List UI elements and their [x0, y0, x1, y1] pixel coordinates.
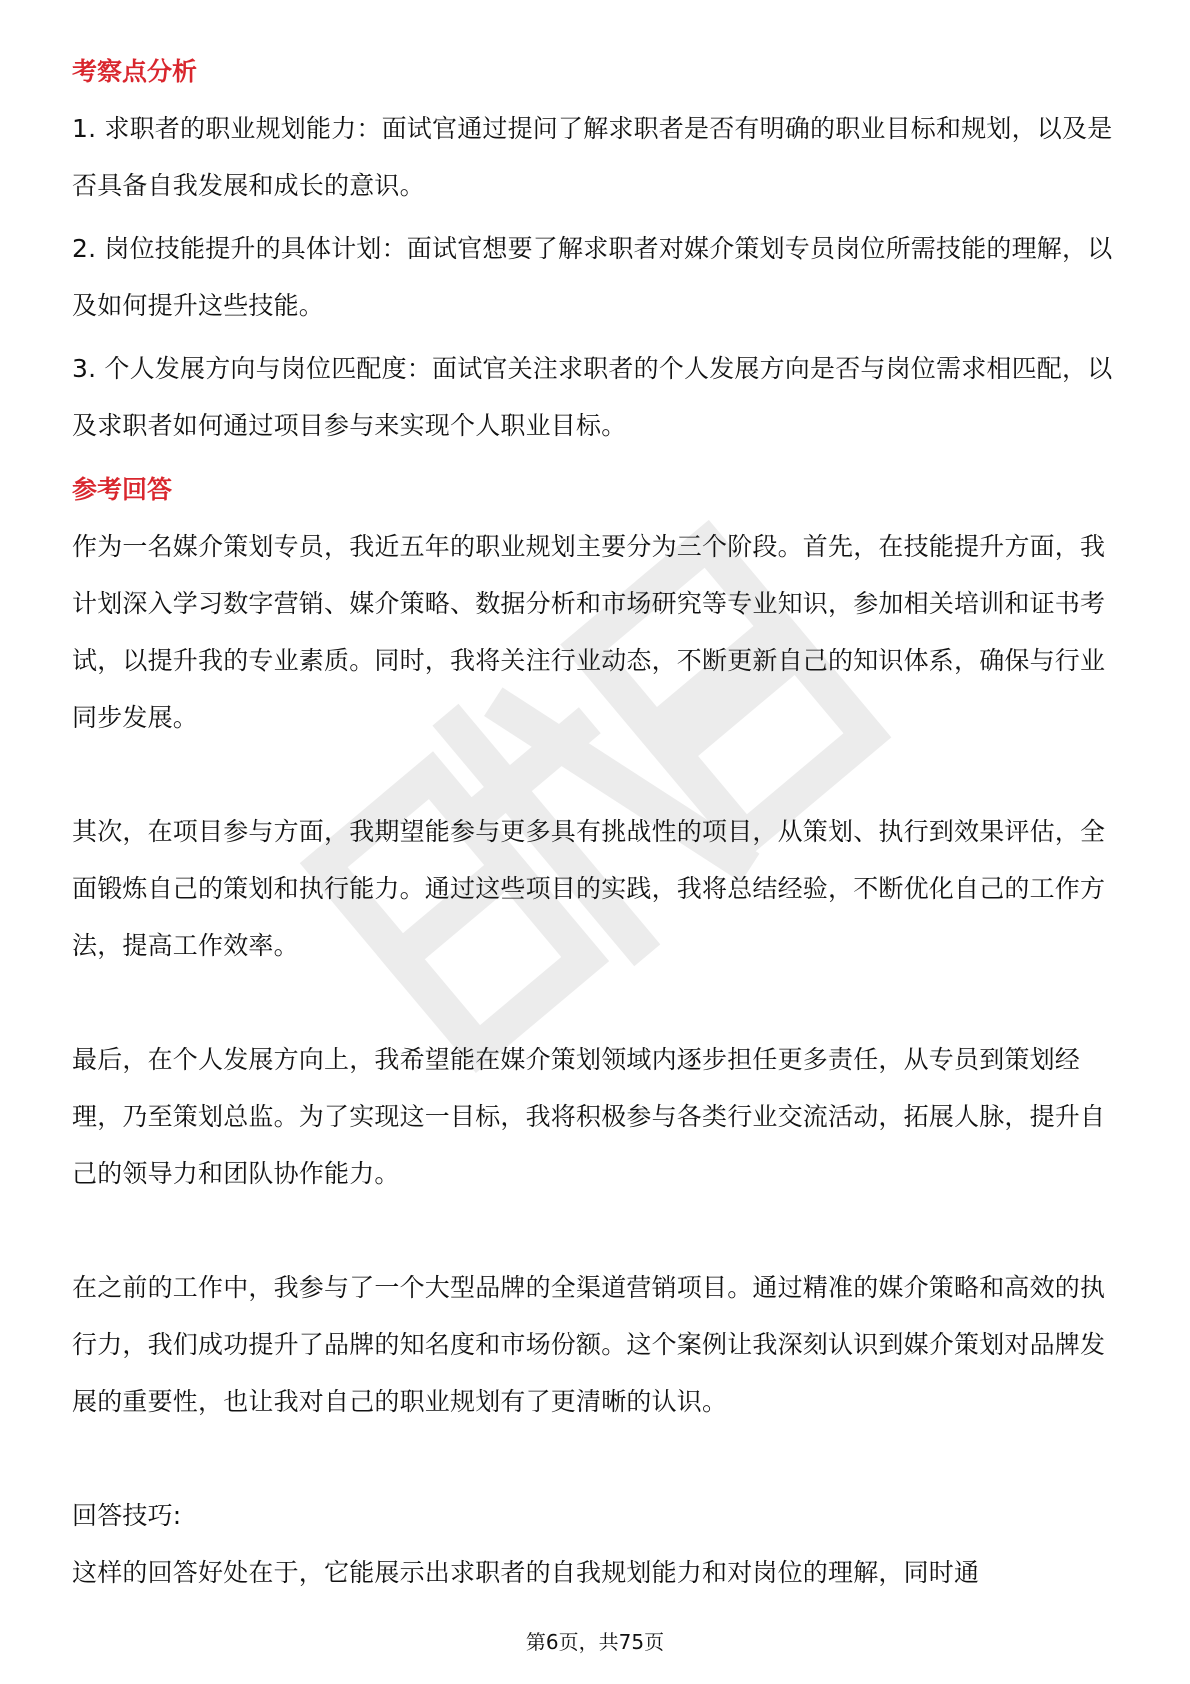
page-indicator: 第6页，共75页 [525, 1630, 665, 1654]
answer-heading: 参考回答 [72, 475, 173, 504]
answer-paragraph-1: 作为一名媒介策划专员，我近五年的职业规划主要分为三个阶段。首先，在技能提升方面，我计划深入学习数字营销、媒介策略、数据分析和市场研究等专业知识，参加相关培训和证书考试，以提升我的专业素质。同时，我将关注行业动态，不断更新自己的知识体系，确保与行业同步发展。 [72, 532, 1106, 732]
document-content [72, 50, 1118, 1601]
analysis-point-2: 2. 岗位技能提升的具体计划：面试官想要了解求职者对媒介策划专员岗位所需技能的理解，以及如何提升这些技能。 [72, 234, 1113, 320]
analysis-point-1: 1. 求职者的职业规划能力：面试官通过提问了解求职者是否有明确的职业目标和规划，以及是否具备自我发展和成长的意识。 [72, 114, 1113, 200]
answer-paragraph-4: 在之前的工作中，我参与了一个大型品牌的全渠道营销项目。通过精准的媒介策略和高效的执行力，我们成功提升了品牌的知名度和市场份额。这个案例让我深刻认识到媒介策划对品牌发展的重要性，也让我对自己的职业规划有了更清晰的认识。 [72, 1273, 1106, 1416]
analysis-point-3: 3. 个人发展方向与岗位匹配度：面试官关注求职者的个人发展方向是否与岗位需求相匹配，以及求职者如何通过项目参与来实现个人职业目标。 [72, 354, 1113, 440]
answer-paragraph-3: 最后，在个人发展方向上，我希望能在媒介策划领域内逐步担任更多责任，从专员到策划经理，乃至策划总监。为了实现这一目标，我将积极参与各类行业交流活动，拓展人脉，提升自己的领导力和团队协作能力。 [72, 1045, 1106, 1188]
tips-text: 这样的回答好处在于，它能展示出求职者的自我规划能力和对岗位的理解，同时通 [72, 1558, 980, 1587]
analysis-heading: 考察点分析 [72, 57, 198, 86]
answer-paragraph-2: 其次，在项目参与方面，我期望能参与更多具有挑战性的项目，从策划、执行到效果评估，全面锻炼自己的策划和执行能力。通过这些项目的实践，我将总结经验，不断优化自己的工作方法，提高工作效率。 [72, 817, 1106, 960]
tips-label: 回答技巧: [72, 1501, 182, 1530]
